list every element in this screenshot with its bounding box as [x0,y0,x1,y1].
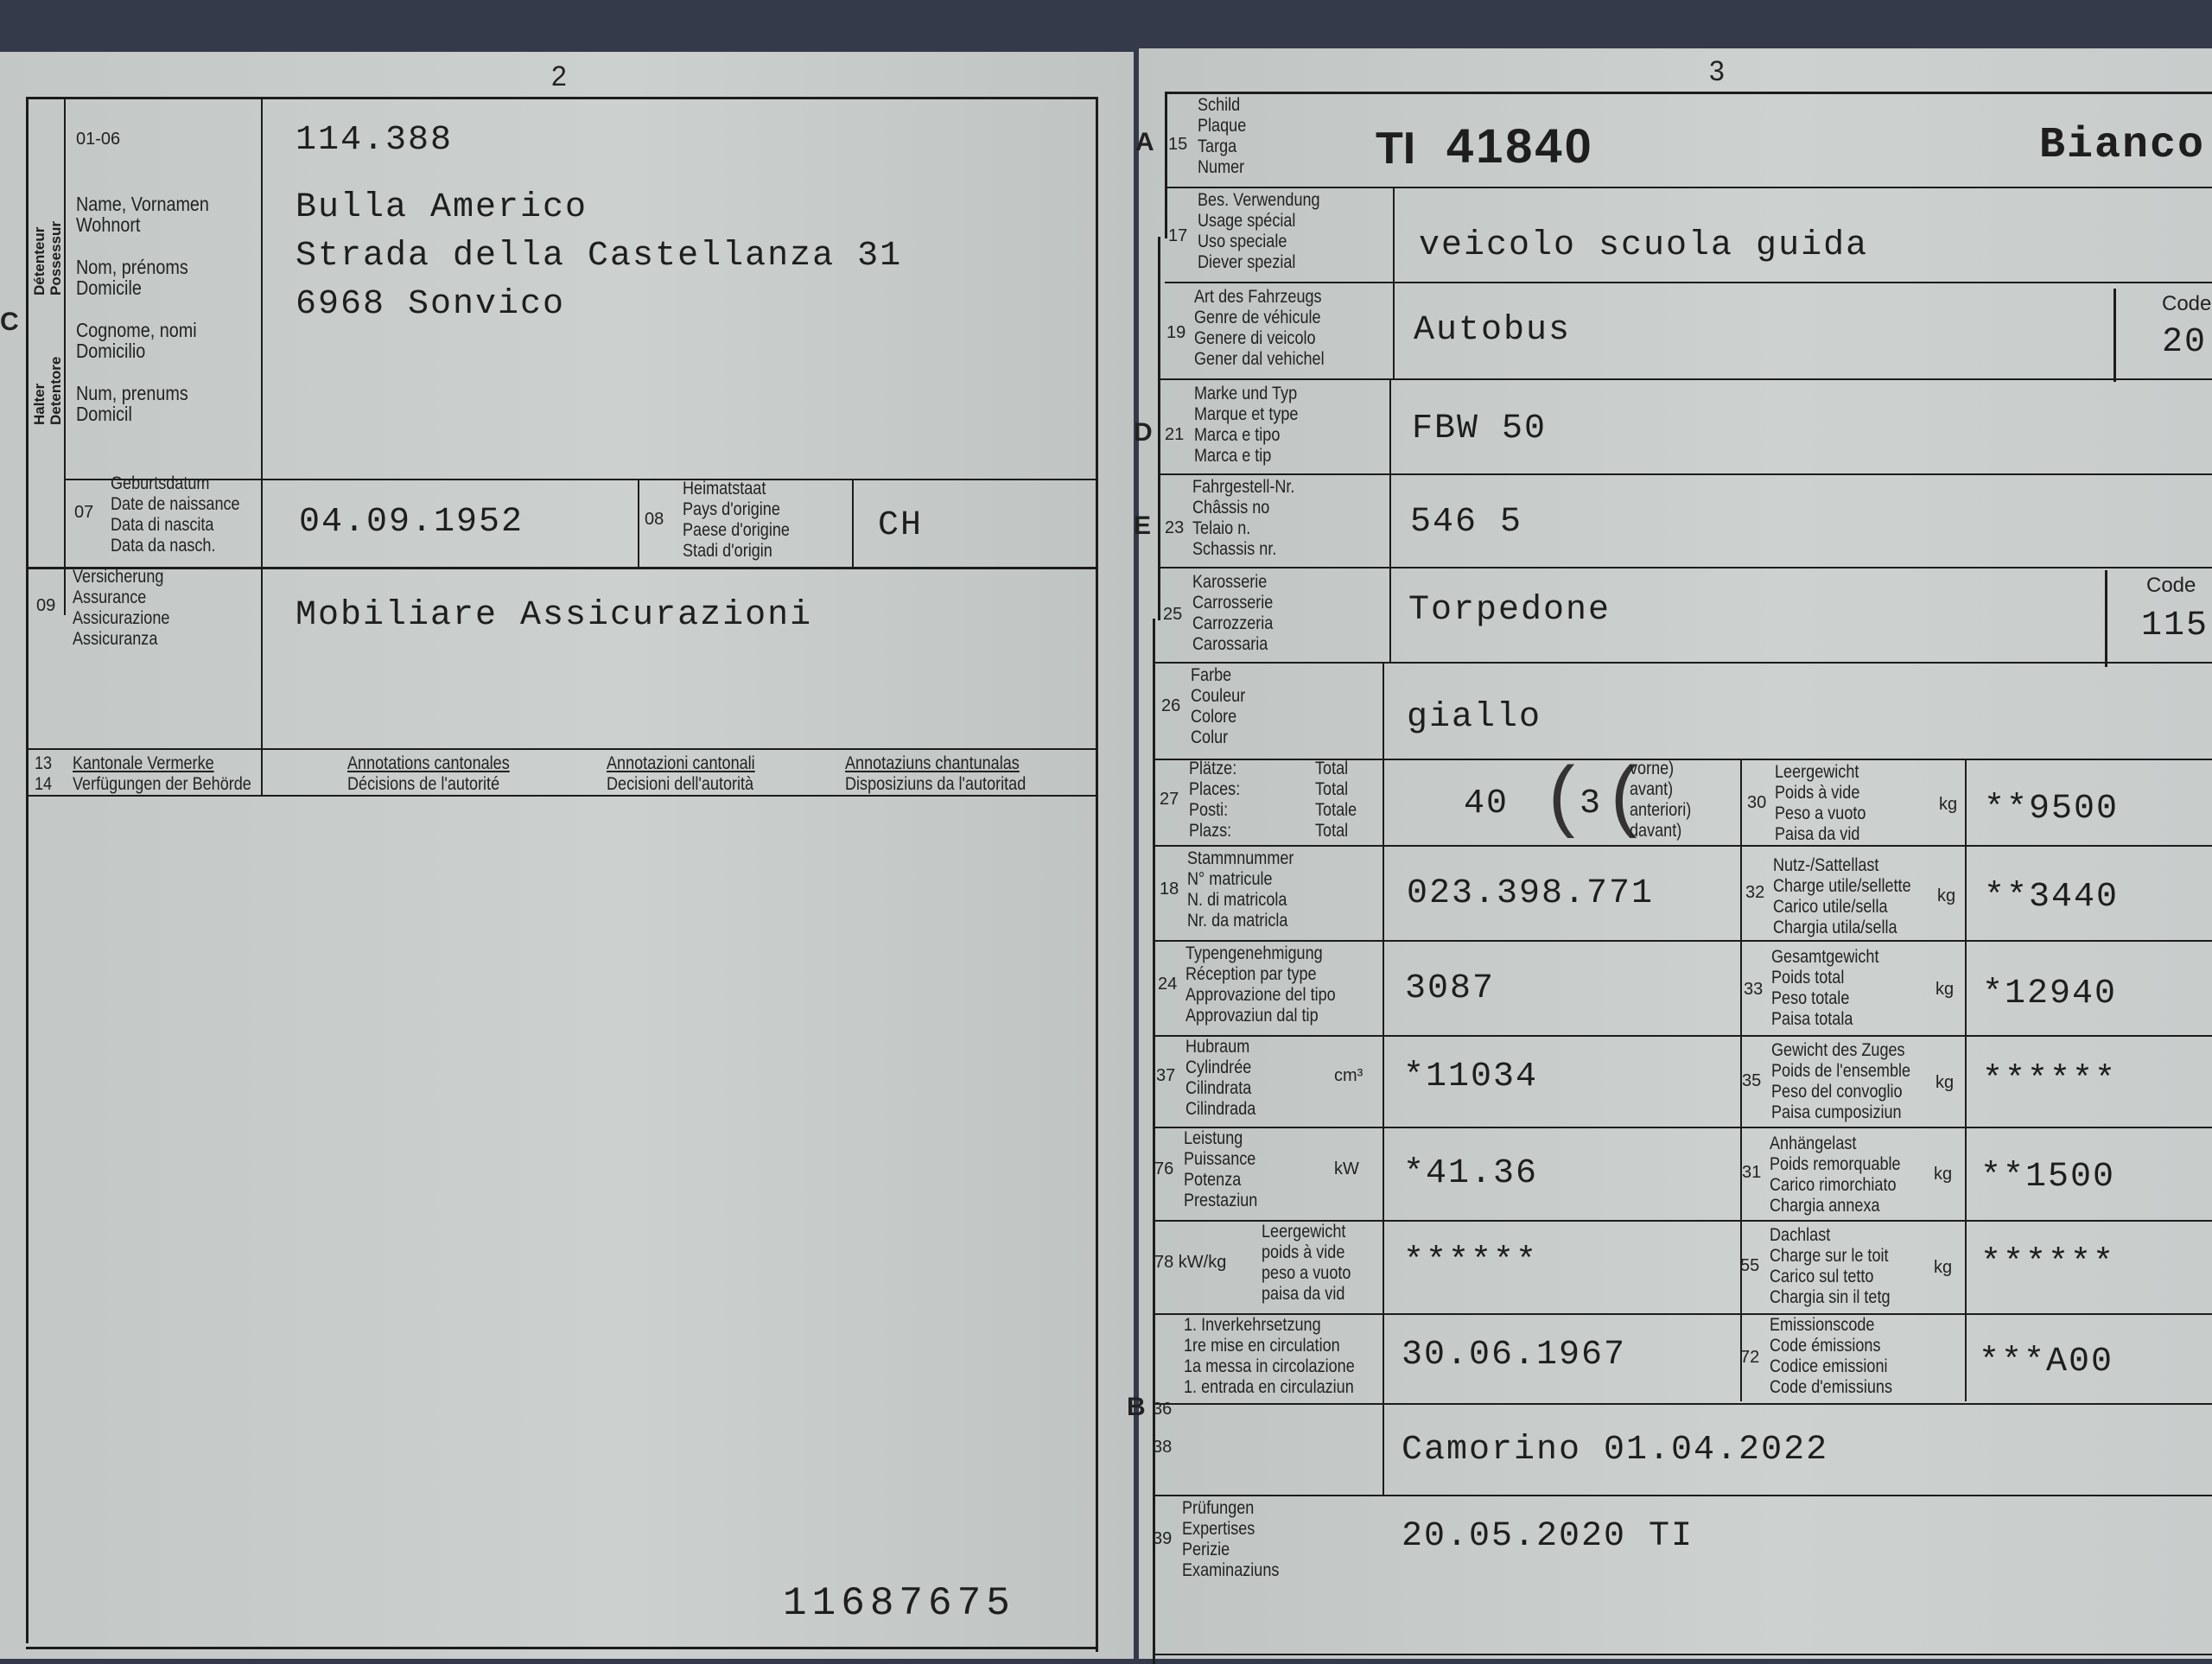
holder-street: Strada della Castellanza 31 [296,237,903,276]
seats-number: 27 [1160,790,1179,809]
chassis-value: 546 5 [1410,503,1523,542]
make-labels: Marke und Typ Marque et type Marca e tipo Marca e tip [1194,384,1299,466]
holder-vertical-bottom: Halter Detentore [31,356,64,425]
weight-number: 32 [1745,883,1765,902]
seats-total: 40 [1464,784,1510,823]
origin-value: CH [878,506,924,545]
inspections-value: 20.05.2020 TI [1402,1517,1694,1556]
weight-value: ***A00 [1979,1343,2114,1381]
weight-number: 35 [1742,1071,1762,1090]
birth-labels: Geburtsdatum Date de naissance Data di nascita Data da nasch. [111,473,240,556]
issue-value: Camorino 01.04.2022 [1402,1431,1829,1470]
power-unit: kW [1334,1159,1359,1178]
weight-unit: kg [1934,1258,1953,1277]
weight-value: ****** [1982,1061,2118,1100]
usage-labels: Bes. Verwendung Usage spécial Uso speciale Diever spezial [1198,190,1320,272]
power-ratio-labels: Leergewicht poids à vide peso a vuoto paisa da vid [1262,1222,1351,1304]
plate-prefix: TI [1376,124,1416,174]
left-page [0,52,1134,1659]
holder-name: Bulla Americo [296,188,588,227]
body-labels: Karosserie Carrosserie Carrozzeria Carossaria [1192,572,1274,654]
weight-value: **1500 [1980,1158,2116,1197]
color-number: 26 [1161,696,1181,715]
birth-number: 07 [74,503,94,522]
weight-labels: Anhängelast Poids remorquable Carico rimorchiato Chargia annexa [1770,1134,1901,1216]
make-number: 21 [1165,425,1185,444]
section-letter-b: B [1127,1393,1146,1421]
matricule-labels: Stammnummer N° matricule N. di matricola Nr. da matricla [1187,848,1294,930]
weight-value: **3440 [1984,878,2120,917]
displacement-labels: Hubraum Cylindrée Cilindrata Cilindrada [1185,1037,1256,1119]
weight-number: 55 [1740,1256,1760,1275]
weight-labels: Emissionscode Code émissions Codice emissioni Code d'emissiuns [1770,1315,1892,1397]
displacement-value: *11034 [1403,1057,1539,1096]
body-code-label: Code [2146,574,2196,597]
power-value: *41.36 [1403,1154,1539,1193]
seats-labels: Plätze: Places: Posti: Plazs: [1189,759,1241,841]
inspections-number: 39 [1153,1529,1173,1548]
displacement-number: 37 [1156,1066,1176,1085]
section-letter-c: C [0,308,19,336]
power-ratio-number: 78 kW/kg [1154,1253,1227,1272]
field-number: 01-06 [76,130,121,149]
weight-number: 30 [1747,793,1767,812]
plate-number: 41840 [1446,118,1594,173]
origin-number: 08 [645,510,664,529]
weight-value: ****** [1980,1244,2116,1283]
field-01-06-value: 114.388 [296,121,454,160]
weight-unit: kg [1936,980,1955,999]
weight-labels: Dachlast Charge sur le toit Carico sul tetto Chargia sin il tetg [1770,1225,1891,1307]
annotations-de: Kantonale Vermerke Verfügungen der Behörde [73,753,251,794]
vehicle-type-code-label: Code [2162,292,2212,315]
body-value: Torpedone [1408,591,1611,630]
power-ratio-value: ****** [1403,1242,1539,1281]
weight-value: *12940 [1982,975,2118,1013]
weight-labels: Leergewicht Poids à vide Peso a vuoto Paisa da vid [1775,762,1866,844]
vehicle-type-number: 19 [1166,323,1186,342]
body-number: 25 [1163,605,1183,624]
type-approval-value: 3087 [1405,969,1496,1008]
holder-labels: Name, Vornamen Wohnort Nom, prénoms Domicile Cognome, nomi Domicilio Num, prenums Domicil [76,193,209,425]
power-number: 76 [1154,1159,1174,1178]
make-value: FBW 50 [1412,410,1548,448]
issue-number: 38 [1153,1438,1173,1457]
insurance-labels: Versicherung Assurance Assicurazione Assicuranza [73,567,170,649]
weight-unit: kg [1934,1165,1953,1184]
paren-open: ( [1548,751,1575,839]
vehicle-type-code: 20 [2162,323,2208,362]
annotations-rm: Annotaziuns chantunalas Disposiziuns da l'autoritad [845,753,1027,794]
section-letter-a: A [1135,128,1154,156]
weight-unit: kg [1936,1073,1955,1092]
first-registration-number: 36 [1153,1400,1173,1419]
weight-value: **9500 [1984,790,2120,829]
matricule-number: 18 [1160,880,1179,899]
weight-number: 33 [1744,980,1764,999]
document-number: 11687675 [783,1581,1015,1626]
page-number: 2 [551,60,567,92]
vehicle-type-labels: Art des Fahrzeugs Genre de véhicule Genere di veicolo Gener dal vehichel [1194,287,1325,369]
plate-color: Bianco [2039,121,2206,170]
birth-date-value: 04.09.1952 [299,503,524,542]
usage-number: 17 [1168,226,1188,245]
plate-number-field: 15 [1168,135,1188,154]
power-labels: Leistung Puissance Potenza Prestaziun [1184,1128,1258,1210]
weight-labels: Nutz-/Sattellast Charge utile/sellette Carico utile/sella Chargia utila/sella [1773,855,1911,937]
color-labels: Farbe Couleur Colore Colur [1191,665,1246,747]
plate-labels: Schild Plaque Targa Numer [1198,95,1247,177]
seats-total-labels: Total Total Totale Total [1315,759,1357,841]
type-approval-labels: Typengenehmigung Réception par type Approvazione del tipo Approvaziun dal tip [1185,943,1336,1026]
vehicle-type-value: Autobus [1414,311,1572,350]
insurance-value: Mobiliare Assicurazioni [296,596,813,635]
usage-value: veicolo scuola guida [1419,226,1869,265]
weight-number: 72 [1740,1348,1760,1367]
first-registration-labels: 1. Inverkehrsetzung 1re mise en circulation 1a messa in circolazione 1. entrada en circulaziun [1184,1315,1355,1397]
section-letter-e: E [1134,511,1152,540]
paren-open-2: ( [1611,751,1637,839]
insurance-number: 09 [36,596,56,615]
weight-unit: kg [1937,886,1956,905]
section-letter-d: D [1134,418,1153,447]
displacement-unit: cm³ [1334,1066,1363,1085]
weight-unit: kg [1939,795,1958,814]
type-approval-number: 24 [1158,975,1178,994]
weight-number: 31 [1742,1163,1762,1182]
origin-labels: Heimatstaat Pays d'origine Paese d'origine Stadi d'origin [683,479,790,561]
right-page [1127,48,2212,1659]
annotations-fr: Annotations cantonales Décisions de l'autorité [347,753,510,794]
seats-front-labels: vorne) avant) anteriori) davant) [1630,759,1692,841]
page-number: 3 [1709,55,1725,86]
chassis-number: 23 [1165,518,1185,537]
holder-vertical-top: Détenteur Possessur [31,221,64,295]
annotations-it: Annotazioni cantonali Decisioni dell'autorità [607,753,755,794]
seats-front: 3 [1580,784,1603,823]
annotations-numbers: 13 14 [35,753,53,794]
weight-labels: Gewicht des Zuges Poids de l'ensemble Peso del convoglio Paisa cumposiziun [1771,1040,1911,1122]
first-registration-value: 30.06.1967 [1402,1336,1627,1375]
chassis-labels: Fahrgestell-Nr. Châssis no Telaio n. Schassis nr. [1192,477,1295,559]
color-value: giallo [1407,698,1542,737]
body-code: 115 [2141,607,2209,645]
matricule-value: 023.398.771 [1407,874,1655,913]
inspections-labels: Prüfungen Expertises Perizie Examinaziuns [1182,1498,1280,1580]
holder-city: 6968 Sonvico [296,285,566,324]
weight-labels: Gesamtgewicht Poids total Peso totale Paisa totala [1771,947,1879,1029]
